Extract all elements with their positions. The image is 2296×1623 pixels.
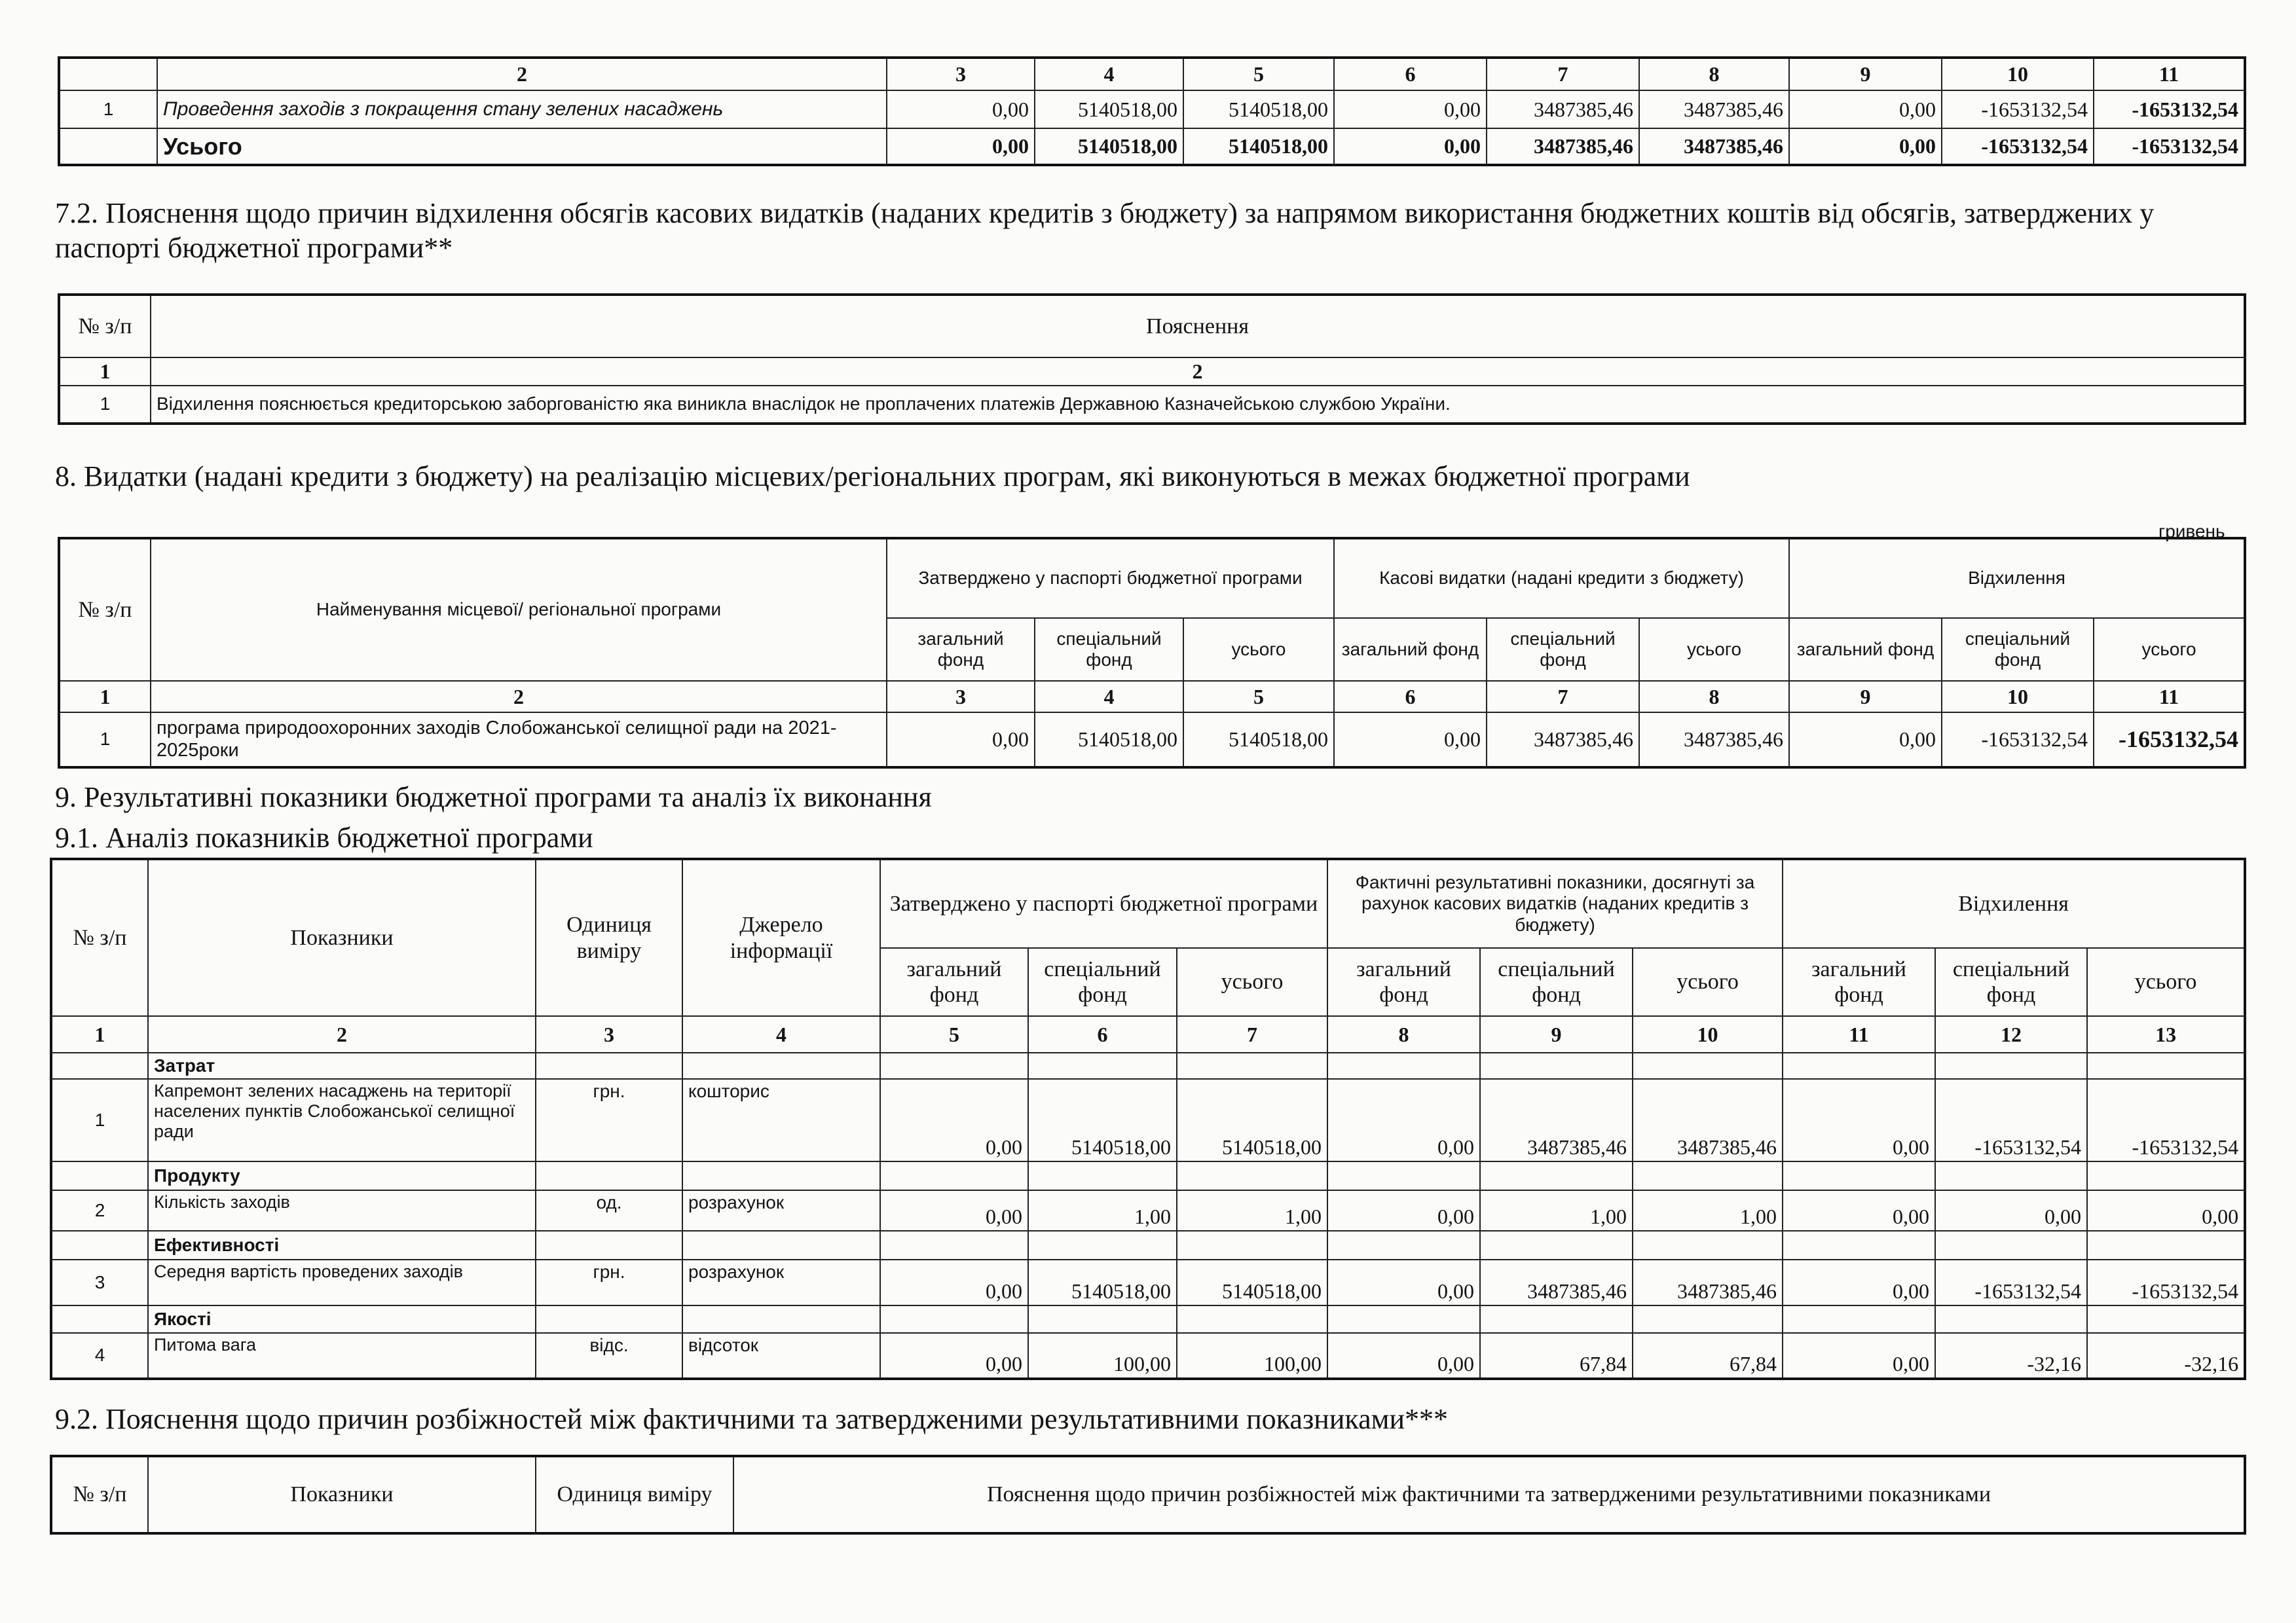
value-cell: -32,16 bbox=[1935, 1333, 2087, 1379]
sub-general-fund: загальний фонд bbox=[887, 618, 1035, 681]
col-number: 5 bbox=[1183, 58, 1334, 90]
col-number: 8 bbox=[1639, 681, 1789, 712]
value-cell: 5140518,00 bbox=[1177, 1260, 1327, 1305]
total-label: Усього bbox=[157, 128, 887, 165]
header-unit: Одиниця виміру bbox=[536, 859, 682, 1016]
header-explanation: Пояснення щодо причин розбіжностей між фактичними та затвердженими результативними показниками bbox=[733, 1456, 2245, 1533]
row-number: 1 bbox=[59, 90, 157, 128]
row-number: 1 bbox=[59, 712, 151, 767]
col-number: 9 bbox=[1789, 58, 1942, 90]
col-number: 4 bbox=[1035, 58, 1183, 90]
table-row bbox=[59, 90, 2245, 128]
group-row bbox=[51, 1161, 2245, 1190]
section-8-title: 8. Видатки (надані кредити з бюджету) на реалізацію місцевих/регіональних програм, які виконуються в межах бюджетної програми bbox=[55, 460, 1690, 492]
value-cell: 1,00 bbox=[1633, 1190, 1783, 1231]
value-cell: 100,00 bbox=[1028, 1333, 1177, 1379]
col-number: 8 bbox=[1327, 1016, 1480, 1053]
indicator-unit: грн. bbox=[536, 1260, 682, 1305]
group-label: Ефективності bbox=[148, 1231, 536, 1260]
col-number: 4 bbox=[1035, 681, 1183, 712]
group-row bbox=[51, 1305, 2245, 1333]
total-cell: 5140518,00 bbox=[1035, 128, 1183, 165]
col-number: 11 bbox=[1783, 1016, 1935, 1053]
value-cell: 5140518,00 bbox=[1035, 712, 1183, 767]
value-cell: 1,00 bbox=[1177, 1190, 1327, 1231]
col-number: 2 bbox=[157, 58, 887, 90]
value-cell: 3487385,46 bbox=[1633, 1260, 1783, 1305]
indicator-name: Питома вага bbox=[148, 1333, 536, 1379]
col-number: 6 bbox=[1028, 1016, 1177, 1053]
value-cell: 100,00 bbox=[1177, 1333, 1327, 1379]
sub-special-fund: спеціальний фонд bbox=[1935, 948, 2087, 1016]
section-9-2-table bbox=[50, 1455, 2246, 1535]
col-number: 2 bbox=[148, 1016, 536, 1053]
table-row bbox=[59, 386, 2245, 424]
header-approved: Затверджено у паспорті бюджетної програми bbox=[880, 859, 1327, 948]
program-name: програма природоохоронних заходів Слобожанської селищної ради на 2021-2025роки bbox=[151, 712, 887, 767]
header-indicators: Показники bbox=[148, 1456, 536, 1533]
sub-total: усього bbox=[1639, 618, 1789, 681]
indicator-source: розрахунок bbox=[682, 1190, 880, 1231]
value-cell: -1653132,54 bbox=[1942, 712, 2094, 767]
section-8-table bbox=[58, 537, 2246, 769]
value-cell: 3487385,46 bbox=[1639, 712, 1789, 767]
section-7-2-table bbox=[58, 293, 2246, 425]
total-cell: -1653132,54 bbox=[1942, 128, 2094, 165]
indicator-unit: од. bbox=[536, 1190, 682, 1231]
col-number: 10 bbox=[1633, 1016, 1783, 1053]
indicator-source: кошторис bbox=[682, 1079, 880, 1161]
sub-total: усього bbox=[2087, 948, 2245, 1016]
col-number: 7 bbox=[1177, 1016, 1327, 1053]
value-cell: 3487385,46 bbox=[1639, 90, 1789, 128]
col-number: 5 bbox=[880, 1016, 1028, 1053]
section-9-2-title: 9.2. Пояснення щодо причин розбіжностей між фактичними та затвердженими результативними показниками*** bbox=[55, 1403, 1448, 1435]
table-row bbox=[51, 1260, 2245, 1305]
header-no: № з/п bbox=[51, 859, 148, 1016]
value-cell: -1653132,54 bbox=[1942, 90, 2094, 128]
value-cell: 5140518,00 bbox=[1183, 90, 1334, 128]
table-row bbox=[59, 712, 2245, 767]
measure-name: Проведення заходів з покращення стану зелених насаджень bbox=[157, 90, 887, 128]
value-cell: 0,00 bbox=[1334, 90, 1487, 128]
col-number: 7 bbox=[1487, 58, 1639, 90]
value-cell: 0,00 bbox=[880, 1333, 1028, 1379]
sub-general-fund: загальний фонд bbox=[880, 948, 1028, 1016]
value-cell: 0,00 bbox=[887, 90, 1035, 128]
value-cell: 5140518,00 bbox=[1035, 90, 1183, 128]
sub-general-fund: загальний фонд bbox=[1334, 618, 1487, 681]
sub-special-fund: спеціальний фонд bbox=[1480, 948, 1633, 1016]
col-number: 2 bbox=[151, 681, 887, 712]
value-cell: 1,00 bbox=[1028, 1190, 1177, 1231]
sub-total: усього bbox=[2094, 618, 2245, 681]
col-number: 1 bbox=[51, 1016, 148, 1053]
sub-special-fund: спеціальний фонд bbox=[1942, 618, 2094, 681]
value-cell: 5140518,00 bbox=[1028, 1260, 1177, 1305]
col-number: 10 bbox=[1942, 681, 2094, 712]
header-indicators: Показники bbox=[148, 859, 536, 1016]
row-number: 1 bbox=[51, 1079, 148, 1161]
value-cell: 3487385,46 bbox=[1633, 1079, 1783, 1161]
value-cell: 0,00 bbox=[1327, 1260, 1480, 1305]
group-label: Якості bbox=[148, 1305, 536, 1333]
col-number: 11 bbox=[2094, 681, 2245, 712]
value-cell: 0,00 bbox=[1334, 712, 1487, 767]
value-cell: 3487385,46 bbox=[1487, 90, 1639, 128]
value-cell: 0,00 bbox=[1789, 712, 1942, 767]
section-7-2-title: 7.2. Пояснення щодо причин відхилення обсягів касових видатків (наданих кредитів з бюджету) за напрямом використання бюджетних коштів від обсягів, затверджених у паспорті бюджетної програми** bbox=[55, 197, 2155, 264]
unit-label: гривень bbox=[2158, 521, 2225, 541]
total-cell: 0,00 bbox=[1789, 128, 1942, 165]
value-cell: 5140518,00 bbox=[1177, 1079, 1327, 1161]
row-number: 2 bbox=[51, 1190, 148, 1231]
header-deviation: Відхилення bbox=[1789, 538, 2245, 618]
section-9-1-table bbox=[50, 858, 2246, 1380]
col-number: 2 bbox=[151, 357, 2245, 386]
value-cell: 0,00 bbox=[880, 1190, 1028, 1231]
row-number: 1 bbox=[59, 386, 151, 424]
col-number: 3 bbox=[887, 58, 1035, 90]
header-cash-expenses: Касові видатки (надані кредити з бюджету) bbox=[1334, 538, 1789, 618]
sub-general-fund: загальний фонд bbox=[1783, 948, 1935, 1016]
header-program-name: Найменування місцевої/ регіональної програми bbox=[151, 538, 887, 681]
group-row bbox=[51, 1231, 2245, 1260]
value-cell: -1653132,54 bbox=[2087, 1079, 2245, 1161]
value-cell: 5140518,00 bbox=[1183, 712, 1334, 767]
value-cell: -32,16 bbox=[2087, 1333, 2245, 1379]
total-row bbox=[59, 128, 2245, 165]
col-number: 8 bbox=[1639, 58, 1789, 90]
indicator-name: Кількість заходів bbox=[148, 1190, 536, 1231]
header-deviation: Відхилення bbox=[1783, 859, 2245, 948]
value-cell: 0,00 bbox=[1783, 1079, 1935, 1161]
value-cell: 67,84 bbox=[1633, 1333, 1783, 1379]
value-cell: 0,00 bbox=[1935, 1190, 2087, 1231]
total-cell: 0,00 bbox=[1334, 128, 1487, 165]
header-source: Джерело інформації bbox=[682, 859, 880, 1016]
indicator-source: відсоток bbox=[682, 1333, 880, 1379]
explanation-text: Відхилення пояснюється кредиторською заборгованістю яка виникла внаслідок не проплачених платежів Державною Казначейською службою України. bbox=[151, 386, 2245, 424]
value-cell: 3487385,46 bbox=[1480, 1260, 1633, 1305]
col-number: 10 bbox=[1942, 58, 2094, 90]
sub-general-fund: загальний фонд bbox=[1789, 618, 1942, 681]
total-cell: 3487385,46 bbox=[1487, 128, 1639, 165]
header-explanation: Пояснення bbox=[151, 295, 2245, 357]
header-no: № з/п bbox=[59, 295, 151, 357]
table-row bbox=[51, 1333, 2245, 1379]
section-9-title: 9. Результативні показники бюджетної програми та аналіз їх виконання bbox=[55, 781, 932, 813]
value-cell: 0,00 bbox=[1327, 1079, 1480, 1161]
sub-general-fund: загальний фонд bbox=[1327, 948, 1480, 1016]
row-number: 4 bbox=[51, 1333, 148, 1379]
row-number: 3 bbox=[51, 1260, 148, 1305]
col-number: 6 bbox=[1334, 58, 1487, 90]
col-number: 12 bbox=[1935, 1016, 2087, 1053]
col-number: 11 bbox=[2094, 58, 2245, 90]
value-cell: 5140518,00 bbox=[1028, 1079, 1177, 1161]
indicator-source: розрахунок bbox=[682, 1260, 880, 1305]
indicator-unit: грн. bbox=[536, 1079, 682, 1161]
col-number: 3 bbox=[536, 1016, 682, 1053]
group-row bbox=[51, 1053, 2245, 1079]
value-cell: -1653132,54 bbox=[1935, 1079, 2087, 1161]
indicator-unit: відс. bbox=[536, 1333, 682, 1379]
value-cell: 0,00 bbox=[2087, 1190, 2245, 1231]
group-label: Продукту bbox=[148, 1161, 536, 1190]
sub-total: усього bbox=[1183, 618, 1334, 681]
table-row bbox=[51, 1079, 2245, 1161]
header-no: № з/п bbox=[59, 538, 151, 681]
sub-total: усього bbox=[1633, 948, 1783, 1016]
col-number: 3 bbox=[887, 681, 1035, 712]
indicator-name: Середня вартість проведених заходів bbox=[148, 1260, 536, 1305]
value-cell: 0,00 bbox=[1327, 1190, 1480, 1231]
value-cell: 0,00 bbox=[1327, 1333, 1480, 1379]
section-9-1-title: 9.1. Аналіз показників бюджетної програми bbox=[55, 822, 593, 854]
value-cell: 0,00 bbox=[880, 1079, 1028, 1161]
group-label: Затрат bbox=[148, 1053, 536, 1079]
value-cell: 0,00 bbox=[880, 1260, 1028, 1305]
value-cell: -1653132,54 bbox=[2087, 1260, 2245, 1305]
total-cell: 5140518,00 bbox=[1183, 128, 1334, 165]
value-cell: 1,00 bbox=[1480, 1190, 1633, 1231]
total-cell: 0,00 bbox=[887, 128, 1035, 165]
value-cell: 0,00 bbox=[887, 712, 1035, 767]
value-cell: -1653132,54 bbox=[2094, 90, 2245, 128]
col-number: 7 bbox=[1487, 681, 1639, 712]
col-number: 9 bbox=[1480, 1016, 1633, 1053]
col-number: 1 bbox=[59, 357, 151, 386]
value-cell: 3487385,46 bbox=[1480, 1079, 1633, 1161]
header-approved: Затверджено у паспорті бюджетної програми bbox=[887, 538, 1334, 618]
header-unit: Одиниця виміру bbox=[536, 1456, 733, 1533]
col-number: 1 bbox=[59, 681, 151, 712]
value-cell: 0,00 bbox=[1783, 1190, 1935, 1231]
header-actual: Фактичні результативні показники, досягнуті за рахунок касових видатків (наданих кредитів з бюджету) bbox=[1327, 859, 1783, 948]
table-row bbox=[51, 1190, 2245, 1231]
col-number: 4 bbox=[682, 1016, 880, 1053]
sub-special-fund: спеціальний фонд bbox=[1028, 948, 1177, 1016]
value-cell: 0,00 bbox=[1783, 1333, 1935, 1379]
value-cell: 0,00 bbox=[1783, 1260, 1935, 1305]
sub-total: усього bbox=[1177, 948, 1327, 1016]
col-number: 13 bbox=[2087, 1016, 2245, 1053]
total-cell: -1653132,54 bbox=[2094, 128, 2245, 165]
value-cell: -1653132,54 bbox=[2094, 712, 2245, 767]
top-continuation-table bbox=[58, 56, 2246, 166]
header-no: № з/п bbox=[51, 1456, 148, 1533]
value-cell: 67,84 bbox=[1480, 1333, 1633, 1379]
col-number: 5 bbox=[1183, 681, 1334, 712]
indicator-name: Капремонт зелених насаджень на території населених пунктів Слобожанської селищної ради bbox=[148, 1079, 536, 1161]
value-cell: 3487385,46 bbox=[1487, 712, 1639, 767]
sub-special-fund: спеціальний фонд bbox=[1487, 618, 1639, 681]
value-cell: 0,00 bbox=[1789, 90, 1942, 128]
col-number: 9 bbox=[1789, 681, 1942, 712]
col-number: 6 bbox=[1334, 681, 1487, 712]
value-cell: -1653132,54 bbox=[1935, 1260, 2087, 1305]
sub-special-fund: спеціальний фонд bbox=[1035, 618, 1183, 681]
total-cell: 3487385,46 bbox=[1639, 128, 1789, 165]
